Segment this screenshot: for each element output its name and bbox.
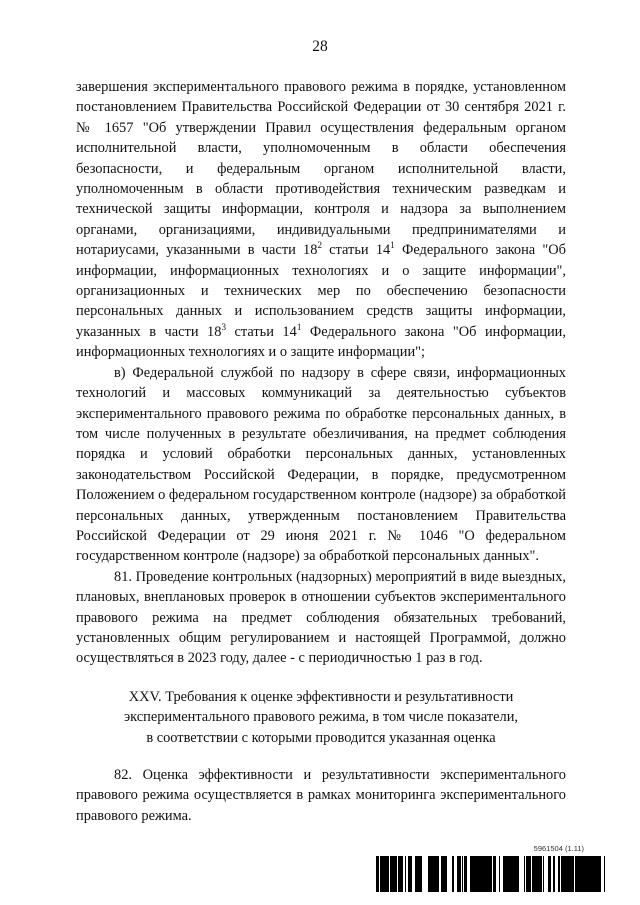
section-heading-line: экспериментального правового режима, в том числе показатели, [123, 709, 519, 726]
superscript: 1 [296, 321, 302, 332]
stamp-code: 5961504 (1.11) [533, 844, 584, 853]
page-number: 28 [312, 38, 328, 55]
superscript: 2 [317, 240, 322, 251]
superscript: 1 [390, 240, 395, 251]
superscript: 3 [221, 321, 226, 332]
section-heading-line: XXV. Требования к оценке эффективности и результативности [128, 688, 514, 705]
section-heading [76, 687, 566, 748]
p-cont-1: завершения экспериментального правового режима в порядке, установленном постановлением Правительства Российской Федерации от 30 сентября 2021 г. № 1657 "Об утверждении Правил осуществления федеральным органом исполнительной власти, уполномоченным в области обеспечения безопасности, и федеральным органом исполнительной власти, уполномоченным в области противодействия техническим разведкам и технической защиты информации, контроля и надзора за выполнением органами, организациями, индивидуальными предпринимателями и нотариусами, указанными в части $18^2$ статьи $14^1$ Федерального закона "Об информации, информационных технологиях и о защите информации", организационных и технических мер по обеспечению безопасности персональных данных и использованием средств защиты информации, указанных в части $18^3$ статьи $14^1$ Федерального закона "Об информации, информационных технологиях и о защите информации"; [76, 79, 566, 361]
paragraph-group [76, 77, 566, 669]
document-stamp [376, 844, 608, 896]
p-81: 81. Проведение контрольных (надзорных) мероприятий в виде выездных, плановых, внеплановых проверок в отношении субъектов экспериментального правового режима на предмет соблюдения обязательных требований, установленных общим регулированием и настоящей Программой, должно осуществляться в 2023 году, далее - с периодичностью 1 раз в год. [76, 568, 566, 667]
paragraph-82: 82. Оценка эффективности и результативности экспериментального правового режима осуществляется в рамках мониторинга экспериментального правового режима. [76, 767, 566, 824]
document-body [76, 77, 566, 826]
section-heading-line: в соответствии с которыми проводится указанная оценка [146, 729, 496, 746]
barcode-icon [376, 856, 608, 892]
p-item-v: в) Федеральной службой по надзору в сфере связи, информационных технологий и массовых коммуникаций за деятельностью субъектов экспериментального правового режима по обработке персональных данных, в том числе полученных в результате обезличивания, на предмет соблюдения порядка и условий обработки персональных данных, установленных законодательством Российской Федерации, в порядке, предусмотренном Положением о федеральном государственном контроле (надзоре) за обработкой персональных данных, утвержденным постановлением Правительства Российской Федерации от 29 июня 2021 г. № 1046 "О федеральном государственном контроле (надзоре) за обработкой персональных данных". [76, 364, 566, 565]
